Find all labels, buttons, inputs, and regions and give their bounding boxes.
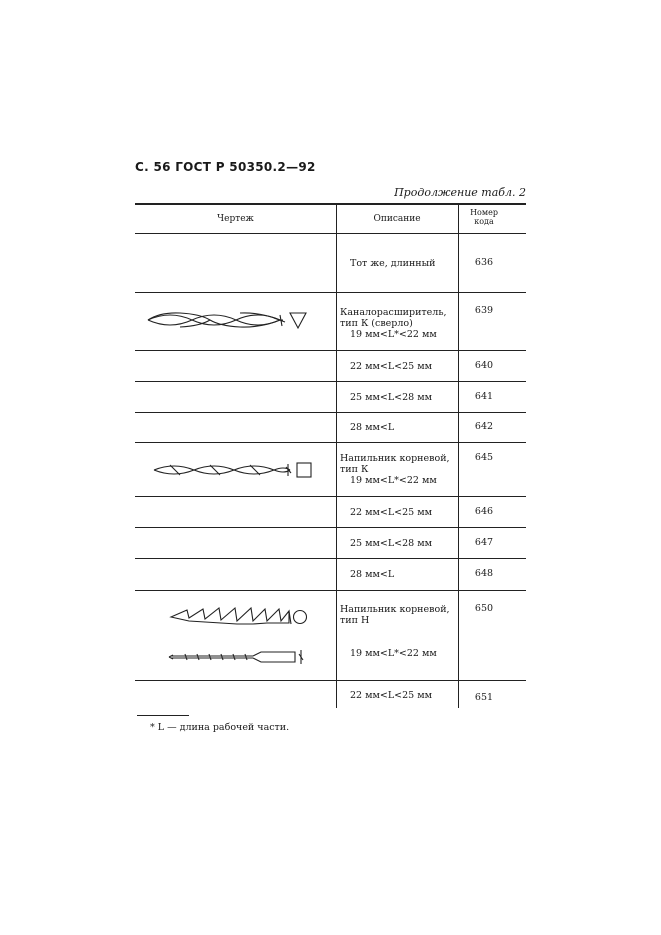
column-header-code-line1: Номер (470, 208, 498, 217)
row-639-description-line3: 19 мм<L*<22 мм (350, 329, 437, 340)
row-divider (135, 680, 526, 681)
row-650-code: 650 (474, 603, 494, 614)
row-646-code: 646 (474, 506, 494, 517)
header-bottom-border (135, 233, 526, 234)
table-top-border (135, 203, 526, 205)
row-divider (135, 496, 526, 497)
root-file-type-k-drawing (150, 455, 320, 485)
row-650-description-line1: Напильник корневой, (340, 604, 450, 615)
row-639-description-line1: Каналорасширитель, (340, 307, 447, 318)
column-divider-1 (336, 203, 337, 708)
row-divider (135, 350, 526, 351)
row-645-code: 645 (474, 452, 494, 463)
row-636-code: 636 (474, 257, 494, 268)
row-650-description-line2: тип Н (340, 615, 370, 626)
column-header-code-line2: кода (474, 217, 494, 226)
row-641-description: 25 мм<L<28 мм (350, 392, 433, 403)
row-divider (135, 412, 526, 413)
row-648-code: 648 (474, 568, 494, 579)
row-639-description-line2: тип К (сверло) (340, 318, 413, 329)
footnote: * L — длина рабочей части. (150, 722, 290, 733)
row-640-code: 640 (474, 360, 494, 371)
row-divider (135, 527, 526, 528)
row-645-description-line2: тип К (340, 464, 369, 475)
row-651-code: 651 (474, 692, 494, 703)
row-645-description-line1: Напильник корневой, (340, 453, 450, 464)
row-647-code: 647 (474, 537, 494, 548)
root-file-type-h-drawing (165, 602, 315, 672)
row-639-code: 639 (474, 305, 494, 316)
row-divider (135, 558, 526, 559)
row-646-description: 22 мм<L<25 мм (350, 507, 433, 518)
row-642-code: 642 (474, 421, 494, 432)
column-header-description: Описание (373, 214, 421, 224)
row-641-code: 641 (474, 391, 494, 402)
row-642-description: 28 мм<L (350, 422, 395, 433)
table-continuation-label: Продолжение табл. 2 (394, 186, 526, 199)
row-divider (135, 292, 526, 293)
row-648-description: 28 мм<L (350, 569, 395, 580)
row-640-description: 22 мм<L<25 мм (350, 361, 433, 372)
row-647-description: 25 мм<L<28 мм (350, 538, 433, 549)
row-636-description: Тот же, длинный (350, 258, 436, 269)
row-650-description-line3: 19 мм<L*<22 мм (350, 648, 437, 659)
column-header-drawing: Чертеж (217, 214, 254, 224)
row-divider (135, 381, 526, 382)
row-651-description: 22 мм<L<25 мм (350, 690, 433, 701)
row-divider (135, 442, 526, 443)
reamer-type-k-drawing (140, 300, 315, 340)
footnote-rule (137, 715, 189, 716)
row-divider (135, 590, 526, 591)
page-header: С. 56 ГОСТ Р 50350.2—92 (135, 160, 316, 174)
row-645-description-line3: 19 мм<L*<22 мм (350, 475, 437, 486)
